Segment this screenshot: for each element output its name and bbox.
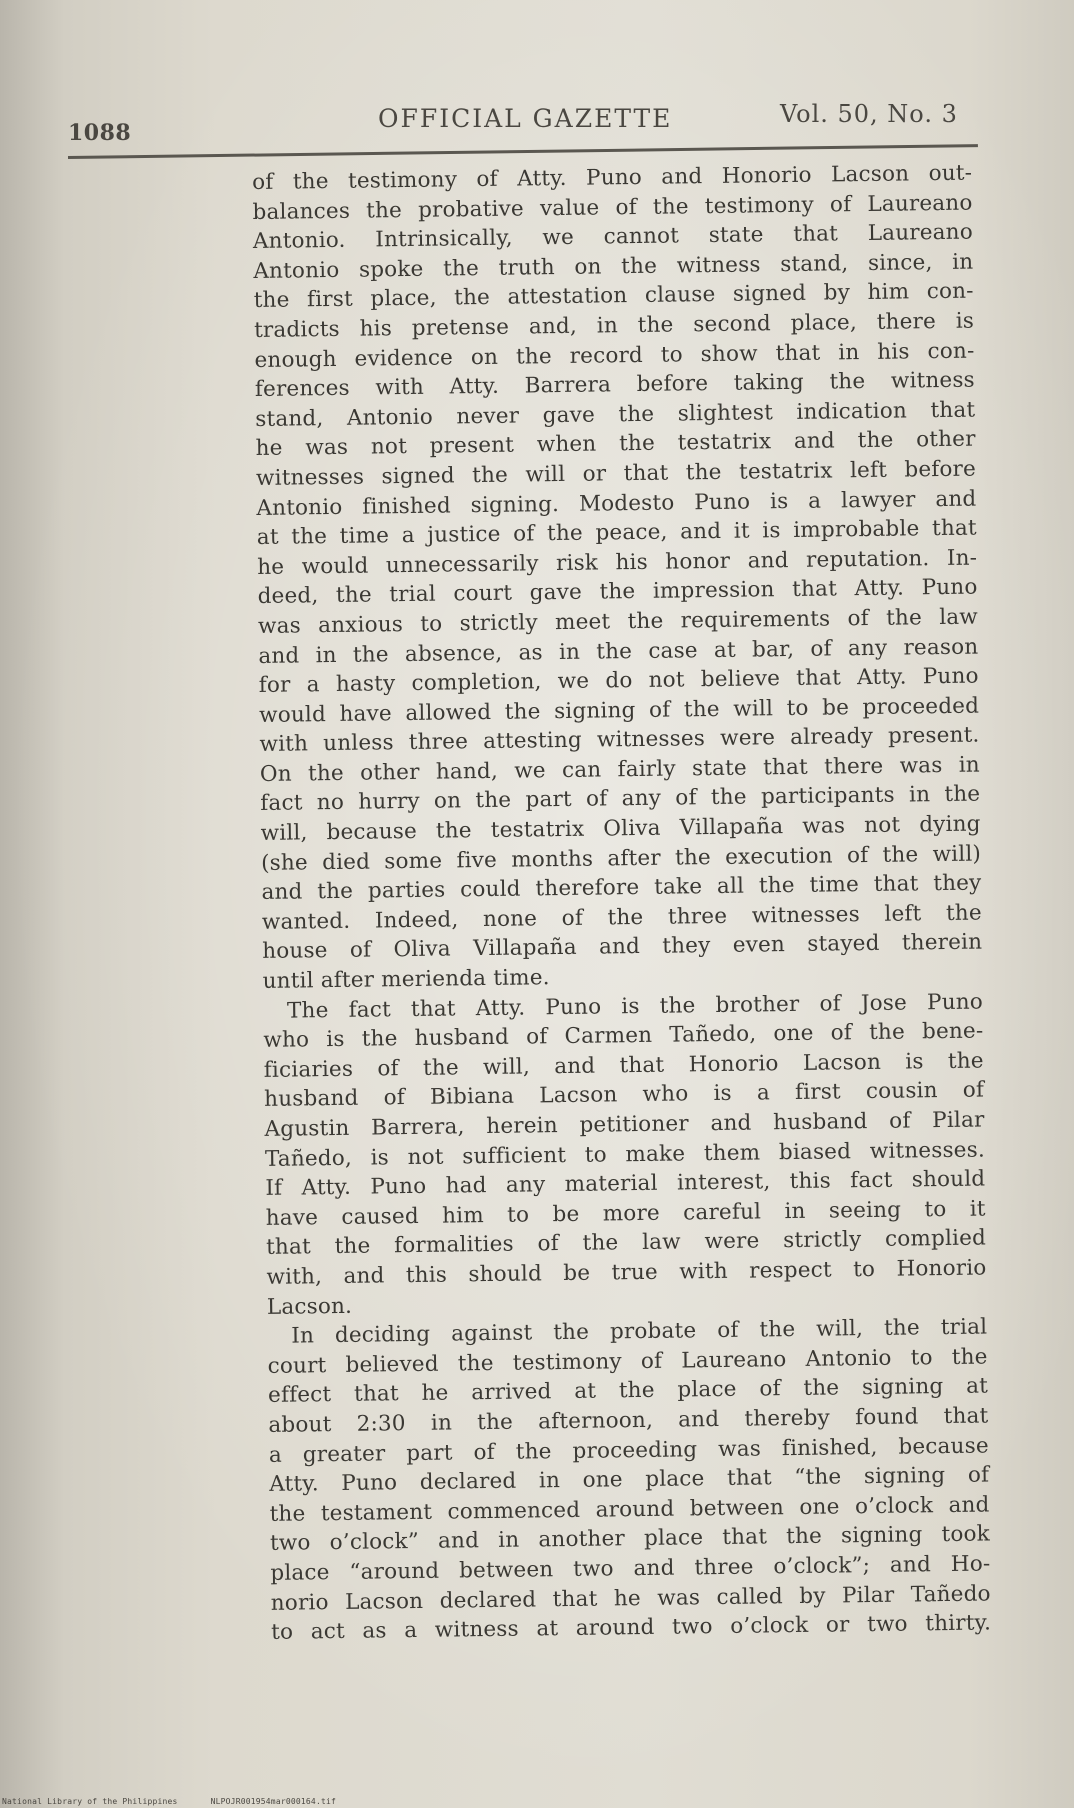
text-line: wanted. Indeed, none of the three witnesses left the	[261, 900, 982, 935]
text-line: would have allowed the signing of the will to be proceeded	[258, 693, 980, 728]
text-line: to act as a witness at around two o’clock or two thirty.	[271, 1610, 992, 1645]
text-line: effect that he arrived at the place of the signing at	[267, 1373, 989, 1409]
text-line: norio Lacson declared that he was called by Pilar Tañedo	[270, 1580, 991, 1616]
paragraph-start: The fact that Atty. Puno is the brother of Jose Puno	[286, 989, 984, 1024]
header-rule	[68, 144, 978, 159]
text-line: fact no hurry on the part of any of the participants in the	[260, 781, 981, 817]
text-line: (she died some five months after the execution of the will)	[260, 841, 982, 876]
text-line: Antonio finished signing. Modesto Puno is a lawyer and	[256, 486, 977, 521]
text-line: Agustin Barrera, herein petitioner and husband of Pilar	[264, 1107, 985, 1142]
text-line: court believed the testimony of Laureano Antonio to the	[267, 1344, 988, 1379]
footer-source: National Library of the Philippines	[2, 1797, 178, 1806]
text-line: with unless three attesting witnesses were already present.	[259, 722, 980, 758]
text-line: tradicts his pretense and, in the second place, there is	[253, 308, 975, 343]
text-line: he was not present when the testatrix and the other	[255, 426, 976, 462]
text-line: stand, Antonio never gave the slightest indication that	[255, 397, 976, 432]
text-line: enough evidence on the record to show that in his con-	[254, 338, 975, 373]
text-line: house of Oliva Villapaña and they even stayed therein	[262, 929, 983, 965]
text-line: two o’clock” and in another place that the signing took	[269, 1521, 991, 1557]
text-line: was anxious to strictly meet the requirements of the law	[257, 604, 979, 639]
text-line: deed, the trial court gave the impression that Atty. Puno	[257, 574, 978, 610]
text-line: that the formalities of the law were strictly complied	[265, 1225, 987, 1261]
volume-number: Vol. 50, No. 3	[780, 100, 958, 128]
running-title: OFFICIAL GAZETTE	[378, 104, 673, 133]
text-line: ferences with Atty. Barrera before taking the witness	[254, 367, 976, 403]
body-text	[252, 159, 991, 1648]
text-line: for a hasty completion, we do not believe that Atty. Puno	[258, 663, 979, 699]
text-line: Antonio spoke the truth on the witness stand, since, in	[253, 249, 974, 284]
text-line: who is the husband of Carmen Tañedo, one of the bene-	[263, 1018, 984, 1054]
text-line: Antonio. Intrinsically, we cannot state that Laureano	[252, 219, 974, 255]
text-line: he would unnecessarily risk his honor and reputation. In-	[257, 545, 978, 580]
text-line: a greater part of the proceeding was finished, because	[268, 1432, 989, 1468]
scan-footer	[2, 1797, 364, 1806]
footer-file-id: NLPOJR001954mar000164.tif	[210, 1797, 337, 1806]
text-line: at the time a justice of the peace, and it is improbable that	[256, 515, 977, 551]
text-line: of the testimony of Atty. Puno and Honorio Lacson out-	[252, 160, 973, 195]
text-line: about 2:30 in the afternoon, and thereby found that	[268, 1403, 989, 1438]
text-line: place “around between two and three o’clock”; and Ho-	[270, 1551, 991, 1586]
text-line: witnesses signed the will or that the testatrix left before	[255, 456, 977, 491]
text-line: balances the probative value of the testimony of Laureano	[252, 190, 973, 225]
text-line: Tañedo, is not sufficient to make them biased witnesses.	[264, 1137, 986, 1172]
text-line: the first place, the attestation clause signed by him con-	[253, 278, 974, 314]
text-line: with, and this should be true with respect to Honorio	[266, 1255, 987, 1290]
text-line: Lacson.	[266, 1293, 353, 1320]
text-line: the testament commenced around between one o’clock and	[269, 1492, 990, 1527]
text-line: will, because the testatrix Oliva Villapaña was not dying	[260, 811, 981, 847]
text-line: On the other hand, we can fairly state that there was in	[259, 752, 981, 787]
text-line: and in the absence, as in the case at bar, of any reason	[258, 634, 979, 669]
text-line: Atty. Puno declared in one place that “the signing of	[269, 1462, 990, 1498]
text-line: have caused him to be more careful in seeing to it	[265, 1196, 986, 1231]
paragraph-start: In deciding against the probate of the will, the trial	[291, 1314, 988, 1349]
text-line: If Atty. Puno had any material interest, this fact should	[265, 1166, 986, 1202]
page-number: 1088	[68, 120, 132, 146]
text-line: and the parties could therefore take all the time that they	[261, 870, 982, 906]
text-line: ficiaries of the will, and that Honorio Lacson is the	[263, 1048, 984, 1083]
text-line: husband of Bibiana Lacson who is a first cousin of	[264, 1077, 985, 1113]
text-line: until after merienda time.	[262, 965, 550, 994]
